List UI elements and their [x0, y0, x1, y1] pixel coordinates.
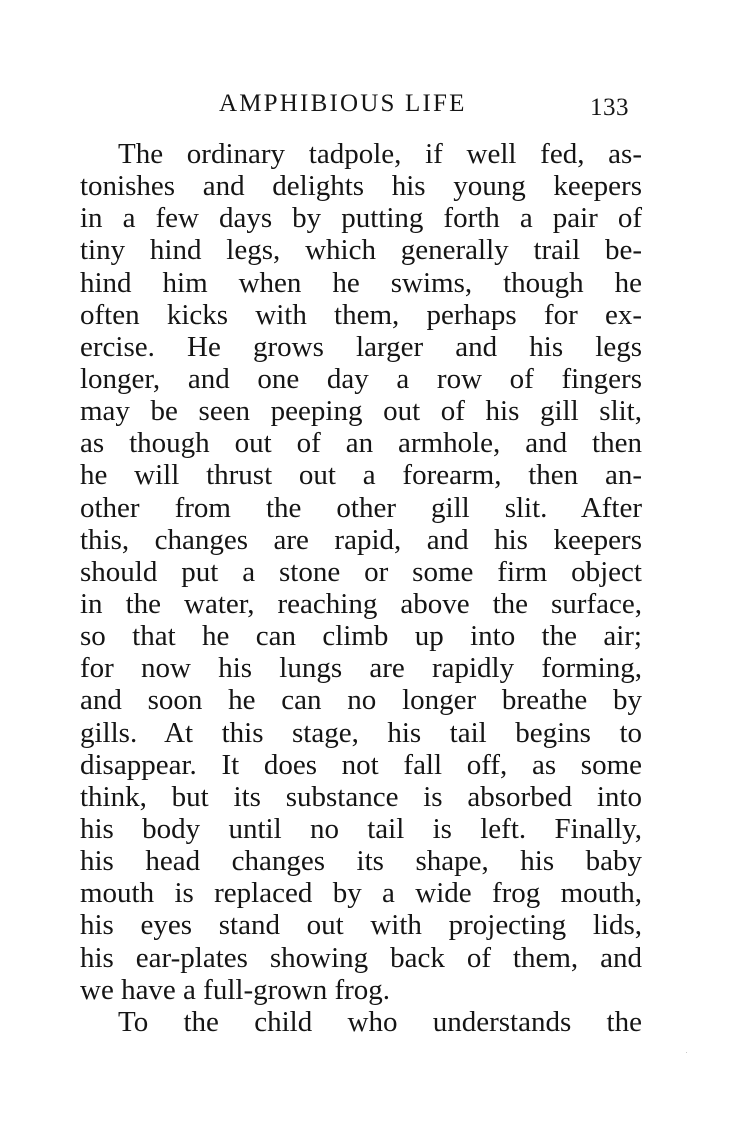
body-text	[80, 138, 642, 1038]
text-line: gills. At this stage, his tail begins to	[80, 716, 642, 749]
text-line: so that he can climb up into the air;	[80, 620, 642, 653]
text-line: in a few days by putting forth a pair of	[80, 202, 642, 235]
text-line: may be seen peeping out of his gill slit,	[80, 395, 642, 428]
text-line: The ordinary tadpole, if well fed, as-	[118, 138, 642, 170]
text-line: should put a stone or some firm object	[80, 555, 642, 588]
text-line: tiny hind legs, which generally trail be-	[80, 234, 642, 267]
text-line: his body until no tail is left. Finally,	[80, 812, 642, 845]
text-line: other from the other gill slit. After	[80, 491, 642, 524]
text-line: and soon he can no longer breathe by	[80, 684, 642, 717]
text-line: mouth is replaced by a wide frog mouth,	[80, 877, 642, 910]
running-title: AMPHIBIOUS LIFE	[219, 90, 467, 117]
text-line: this, changes are rapid, and his keepers	[80, 523, 642, 556]
text-line: his eyes stand out with projecting lids,	[80, 909, 642, 942]
text-line: he will thrust out a forearm, then an-	[80, 459, 642, 492]
text-line: disappear. It does not fall off, as some	[80, 748, 642, 781]
text-line: ercise. He grows larger and his legs	[80, 330, 642, 363]
text-line: his head changes its shape, his baby	[80, 845, 642, 878]
text-line: hind him when he swims, though he	[80, 266, 642, 299]
text-line: longer, and one day a row of fingers	[80, 362, 642, 395]
text-line: for now his lungs are rapidly forming,	[80, 652, 642, 685]
paragraph-end-line: we have a full-grown frog.	[80, 973, 391, 1006]
scan-speck	[686, 1052, 687, 1053]
text-line: tonishes and delights his young keepers	[80, 170, 642, 203]
text-line: as though out of an armhole, and then	[80, 427, 642, 460]
text-line: his ear-plates showing back of them, and	[80, 941, 642, 974]
running-head	[0, 86, 743, 126]
text-line: think, but its substance is absorbed into	[80, 780, 642, 813]
text-line: often kicks with them, perhaps for ex-	[80, 298, 642, 331]
text-line: in the water, reaching above the surface,	[80, 587, 642, 620]
text-line: To the child who understands the	[118, 1005, 642, 1038]
page-number: 133	[590, 94, 629, 121]
